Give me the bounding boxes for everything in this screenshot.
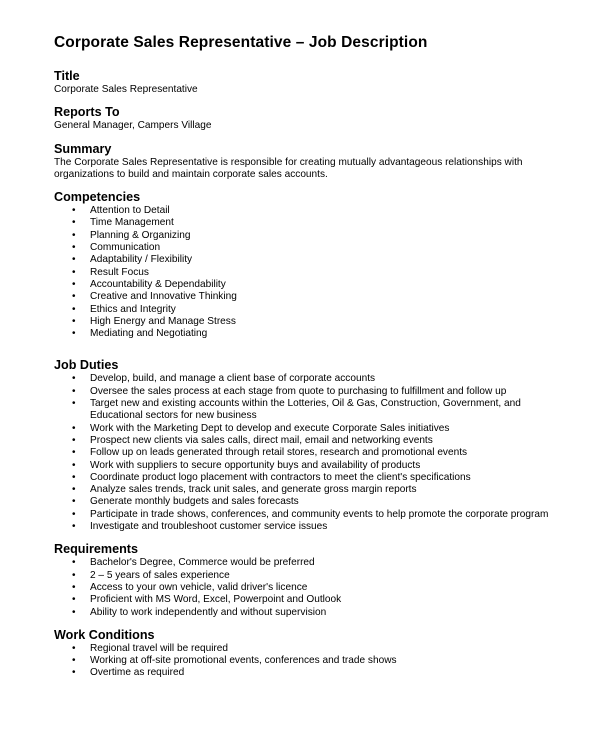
list-item-text: Prospect new clients via sales calls, direct mail, email and networking events <box>90 434 433 446</box>
list-item <box>54 373 564 385</box>
list-item <box>54 496 564 508</box>
list-item <box>54 570 564 582</box>
bullet-icon: • <box>72 667 76 679</box>
list-item-text: Working at off-site promotional events, conferences and trade shows <box>90 655 397 667</box>
bullet-icon: • <box>72 569 76 581</box>
list-item <box>54 582 564 594</box>
summary-line-1: The Corporate Sales Representative is responsible for creating mutually advantageous relationships with <box>54 156 523 168</box>
list-item-text: Ethics and Integrity <box>90 303 176 315</box>
list-item-text: Adaptability / Flexibility <box>90 254 193 266</box>
list-item-text: Educational sectors for new business <box>90 410 257 422</box>
bullet-icon: • <box>72 508 76 520</box>
bullet-icon: • <box>72 266 76 278</box>
bullet-icon: • <box>72 291 76 303</box>
list-item-text: Generate monthly budgets and sales forecasts <box>90 496 299 508</box>
list-item <box>54 521 564 533</box>
bullet-icon: • <box>72 557 76 569</box>
title-section <box>54 69 564 96</box>
list-item <box>54 607 564 619</box>
requirements-section <box>54 542 564 618</box>
list-item <box>54 509 564 521</box>
competencies-heading: Competencies <box>54 190 141 205</box>
list-item <box>54 254 564 266</box>
bullet-icon: • <box>72 254 76 266</box>
list-item <box>54 447 564 459</box>
list-item-text: Participate in trade shows, conferences, and community events to help promote the corporate program <box>90 508 549 520</box>
summary-line-2: organizations to build and maintain corporate sales accounts. <box>54 168 328 180</box>
list-item <box>54 328 564 340</box>
list-item-text: Target new and existing accounts within the Lotteries, Oil & Gas, Construction, Government, and <box>90 398 521 410</box>
list-item-text: Result Focus <box>90 266 149 278</box>
bullet-icon: • <box>72 606 76 618</box>
list-item-text: Communication <box>90 242 161 254</box>
work-conditions-section <box>54 628 564 680</box>
bullet-icon: • <box>72 581 76 593</box>
list-item <box>54 230 564 242</box>
bullet-icon: • <box>72 242 76 254</box>
document-title: Corporate Sales Representative – Job Description <box>54 34 428 51</box>
bullet-icon: • <box>72 459 76 471</box>
job-duties-heading: Job Duties <box>54 358 119 373</box>
list-item-text: Ability to work independently and without supervision <box>90 606 327 618</box>
list-item-text: High Energy and Manage Stress <box>90 315 236 327</box>
list-item-text: Oversee the sales process at each stage from quote to purchasing to fulfillment and follow up <box>90 385 507 397</box>
bullet-icon: • <box>72 278 76 290</box>
list-item-text: Overtime as required <box>90 667 185 679</box>
bullet-icon: • <box>72 434 76 446</box>
list-item <box>54 594 564 606</box>
bullet-icon: • <box>72 642 76 654</box>
list-item-text: Access to your own vehicle, valid driver's licence <box>90 581 308 593</box>
list-item <box>54 398 564 410</box>
work-conditions-list <box>54 643 564 680</box>
reports-to-text: General Manager, Campers Village <box>54 120 212 132</box>
list-item <box>54 423 564 435</box>
list-item <box>54 291 564 303</box>
summary-section <box>54 142 564 182</box>
bullet-icon: • <box>72 447 76 459</box>
list-item <box>54 267 564 279</box>
list-item-text: Proficient with MS Word, Excel, Powerpoint and Outlook <box>90 594 342 606</box>
bullet-icon: • <box>72 484 76 496</box>
list-item-text: Coordinate product logo placement with contractors to meet the client's specifications <box>90 471 471 483</box>
list-item-text: Attention to Detail <box>90 205 170 217</box>
list-item <box>54 655 564 667</box>
list-item-text: Creative and Innovative Thinking <box>90 291 237 303</box>
list-item-text: Mediating and Negotiating <box>90 328 208 340</box>
list-item-text: Work with suppliers to secure opportunity buys and availability of products <box>90 459 421 471</box>
bullet-icon: • <box>72 205 76 217</box>
list-item <box>54 386 564 398</box>
bullet-icon: • <box>72 496 76 508</box>
bullet-icon: • <box>72 315 76 327</box>
list-item-text: Planning & Organizing <box>90 229 191 241</box>
list-item <box>54 205 564 217</box>
bullet-icon: • <box>72 422 76 434</box>
bullet-icon: • <box>72 303 76 315</box>
competencies-section <box>54 190 564 340</box>
bullet-icon: • <box>72 229 76 241</box>
requirements-list <box>54 557 564 618</box>
summary-heading: Summary <box>54 141 112 156</box>
reports-to-heading: Reports To <box>54 105 120 120</box>
bullet-icon: • <box>72 521 76 533</box>
list-item <box>54 242 564 254</box>
list-item-text: Work with the Marketing Dept to develop and execute Corporate Sales initiatives <box>90 422 450 434</box>
bullet-icon: • <box>72 328 76 340</box>
list-item <box>54 460 564 472</box>
bullet-icon: • <box>72 398 76 410</box>
list-item-text: Develop, build, and manage a client base of corporate accounts <box>90 373 376 385</box>
bullet-icon: • <box>72 471 76 483</box>
list-item <box>54 217 564 229</box>
list-item <box>54 435 564 447</box>
list-item <box>54 667 564 679</box>
bullet-icon: • <box>72 594 76 606</box>
list-item <box>54 472 564 484</box>
list-item-text: Time Management <box>90 217 174 229</box>
list-item <box>54 643 564 655</box>
competencies-list <box>54 205 564 340</box>
list-item-text: Regional travel will be required <box>90 642 229 654</box>
bullet-icon: • <box>72 373 76 385</box>
list-item-text: Analyze sales trends, track unit sales, and generate gross margin reports <box>90 484 417 496</box>
bullet-icon: • <box>72 655 76 667</box>
bullet-icon: • <box>72 217 76 229</box>
work-conditions-heading: Work Conditions <box>54 627 155 642</box>
list-item <box>54 316 564 328</box>
list-item-text: 2 – 5 years of sales experience <box>90 569 230 581</box>
requirements-heading: Requirements <box>54 542 138 557</box>
list-item-text: Investigate and troubleshoot customer service issues <box>90 521 328 533</box>
list-item <box>54 410 564 422</box>
list-item-text: Accountability & Dependability <box>90 278 226 290</box>
reports-to-section <box>54 105 564 132</box>
list-item <box>54 557 564 569</box>
list-item <box>54 304 564 316</box>
title-heading: Title <box>54 69 80 83</box>
job-duties-section <box>54 358 564 533</box>
title-text: Corporate Sales Representative <box>54 84 198 95</box>
bullet-icon: • <box>72 385 76 397</box>
list-item-text: Bachelor's Degree, Commerce would be preferred <box>90 557 315 569</box>
job-duties-list <box>54 373 564 533</box>
list-item-text: Follow up on leads generated through retail stores, research and promotional events <box>90 447 468 459</box>
list-item <box>54 484 564 496</box>
list-item <box>54 279 564 291</box>
